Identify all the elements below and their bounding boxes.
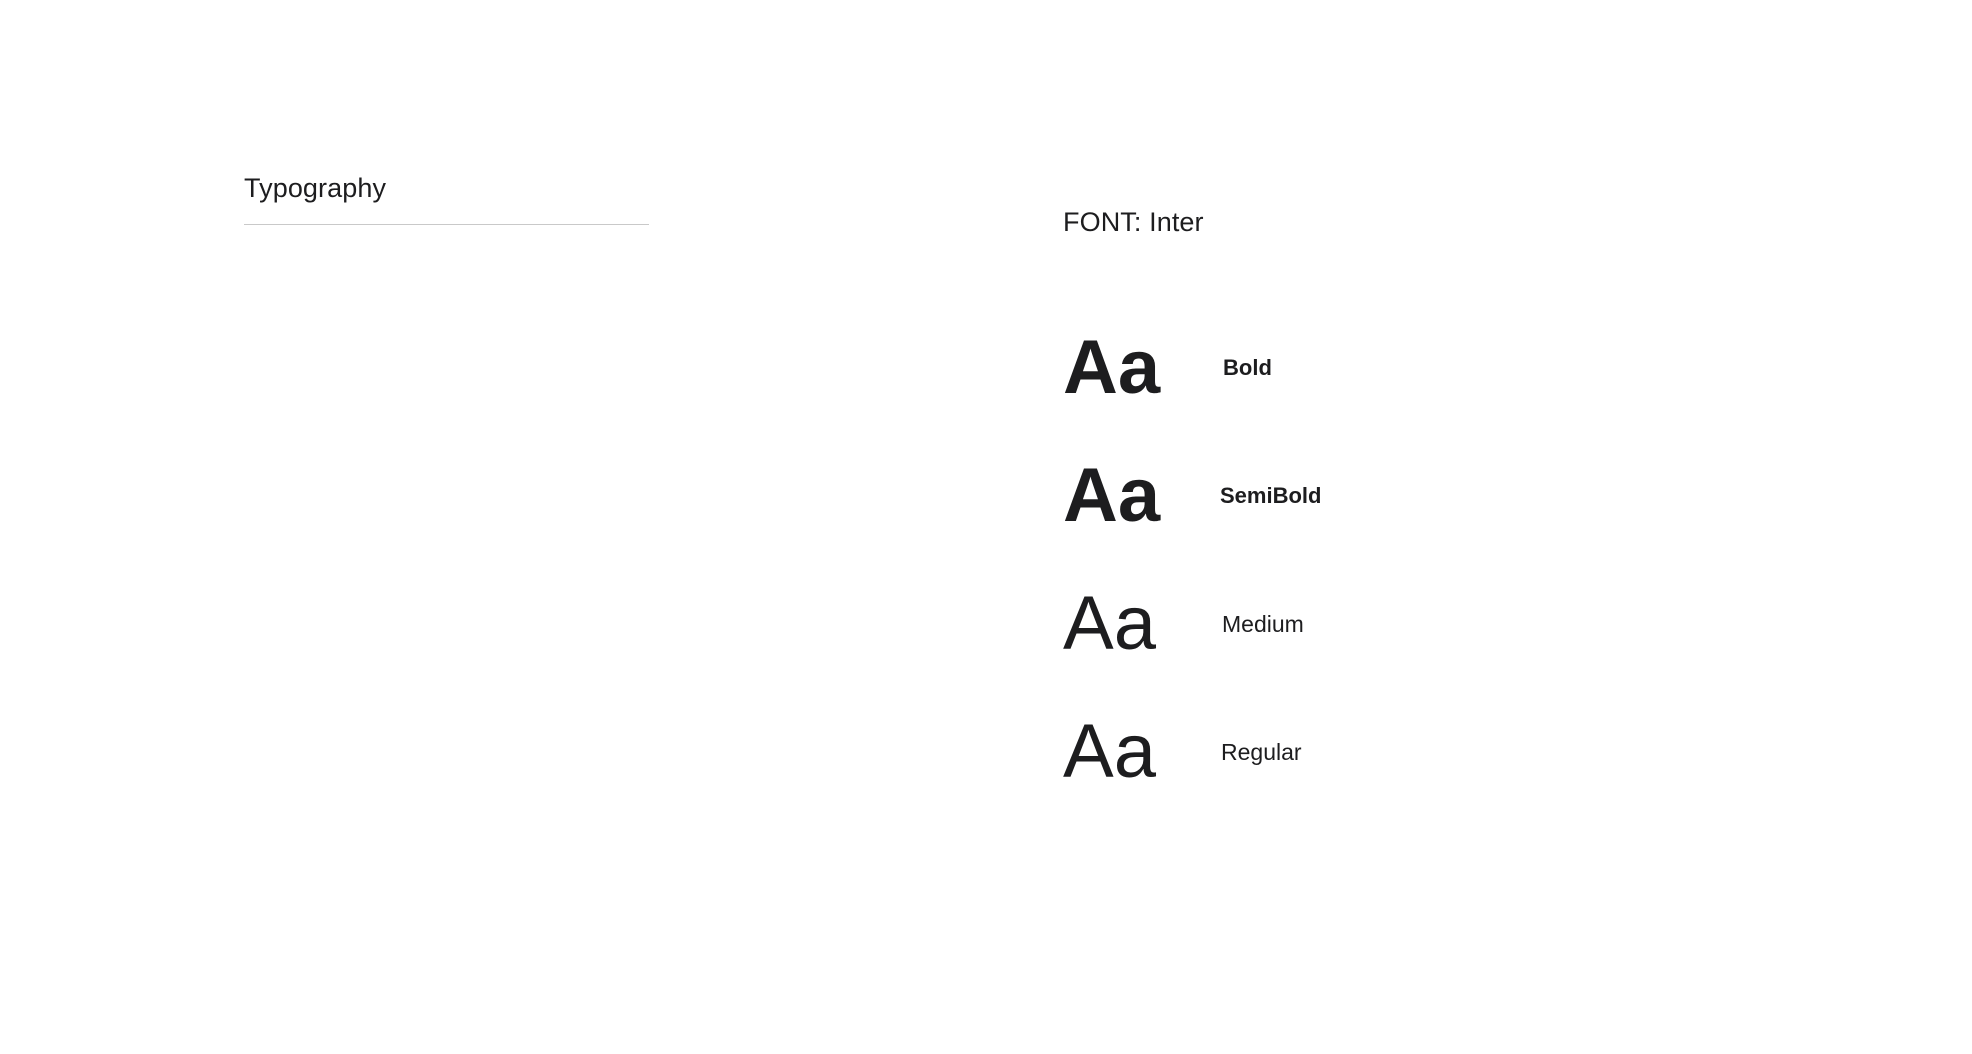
- font-weight-label-medium: Medium: [1222, 611, 1304, 637]
- list-item: [1063, 704, 1683, 832]
- list-item: [1063, 576, 1683, 704]
- list-item: [1063, 448, 1683, 576]
- font-name-label: FONT: Inter: [1063, 207, 1204, 237]
- font-weight-label-bold: Bold: [1223, 355, 1272, 380]
- title-divider: [244, 224, 649, 225]
- font-sample-glyph-regular: Aa: [1063, 709, 1156, 794]
- font-sample-glyph-bold: Aa: [1063, 325, 1161, 410]
- font-sample-glyph-semibold: Aa: [1063, 453, 1161, 538]
- page-title: Typography: [244, 173, 387, 204]
- font-weight-list: [1063, 320, 1683, 832]
- font-sample-glyph-medium: Aa: [1063, 581, 1156, 666]
- list-item: [1063, 320, 1683, 448]
- font-weight-label-semibold: SemiBold: [1220, 483, 1322, 508]
- font-weight-label-regular: Regular: [1221, 739, 1302, 765]
